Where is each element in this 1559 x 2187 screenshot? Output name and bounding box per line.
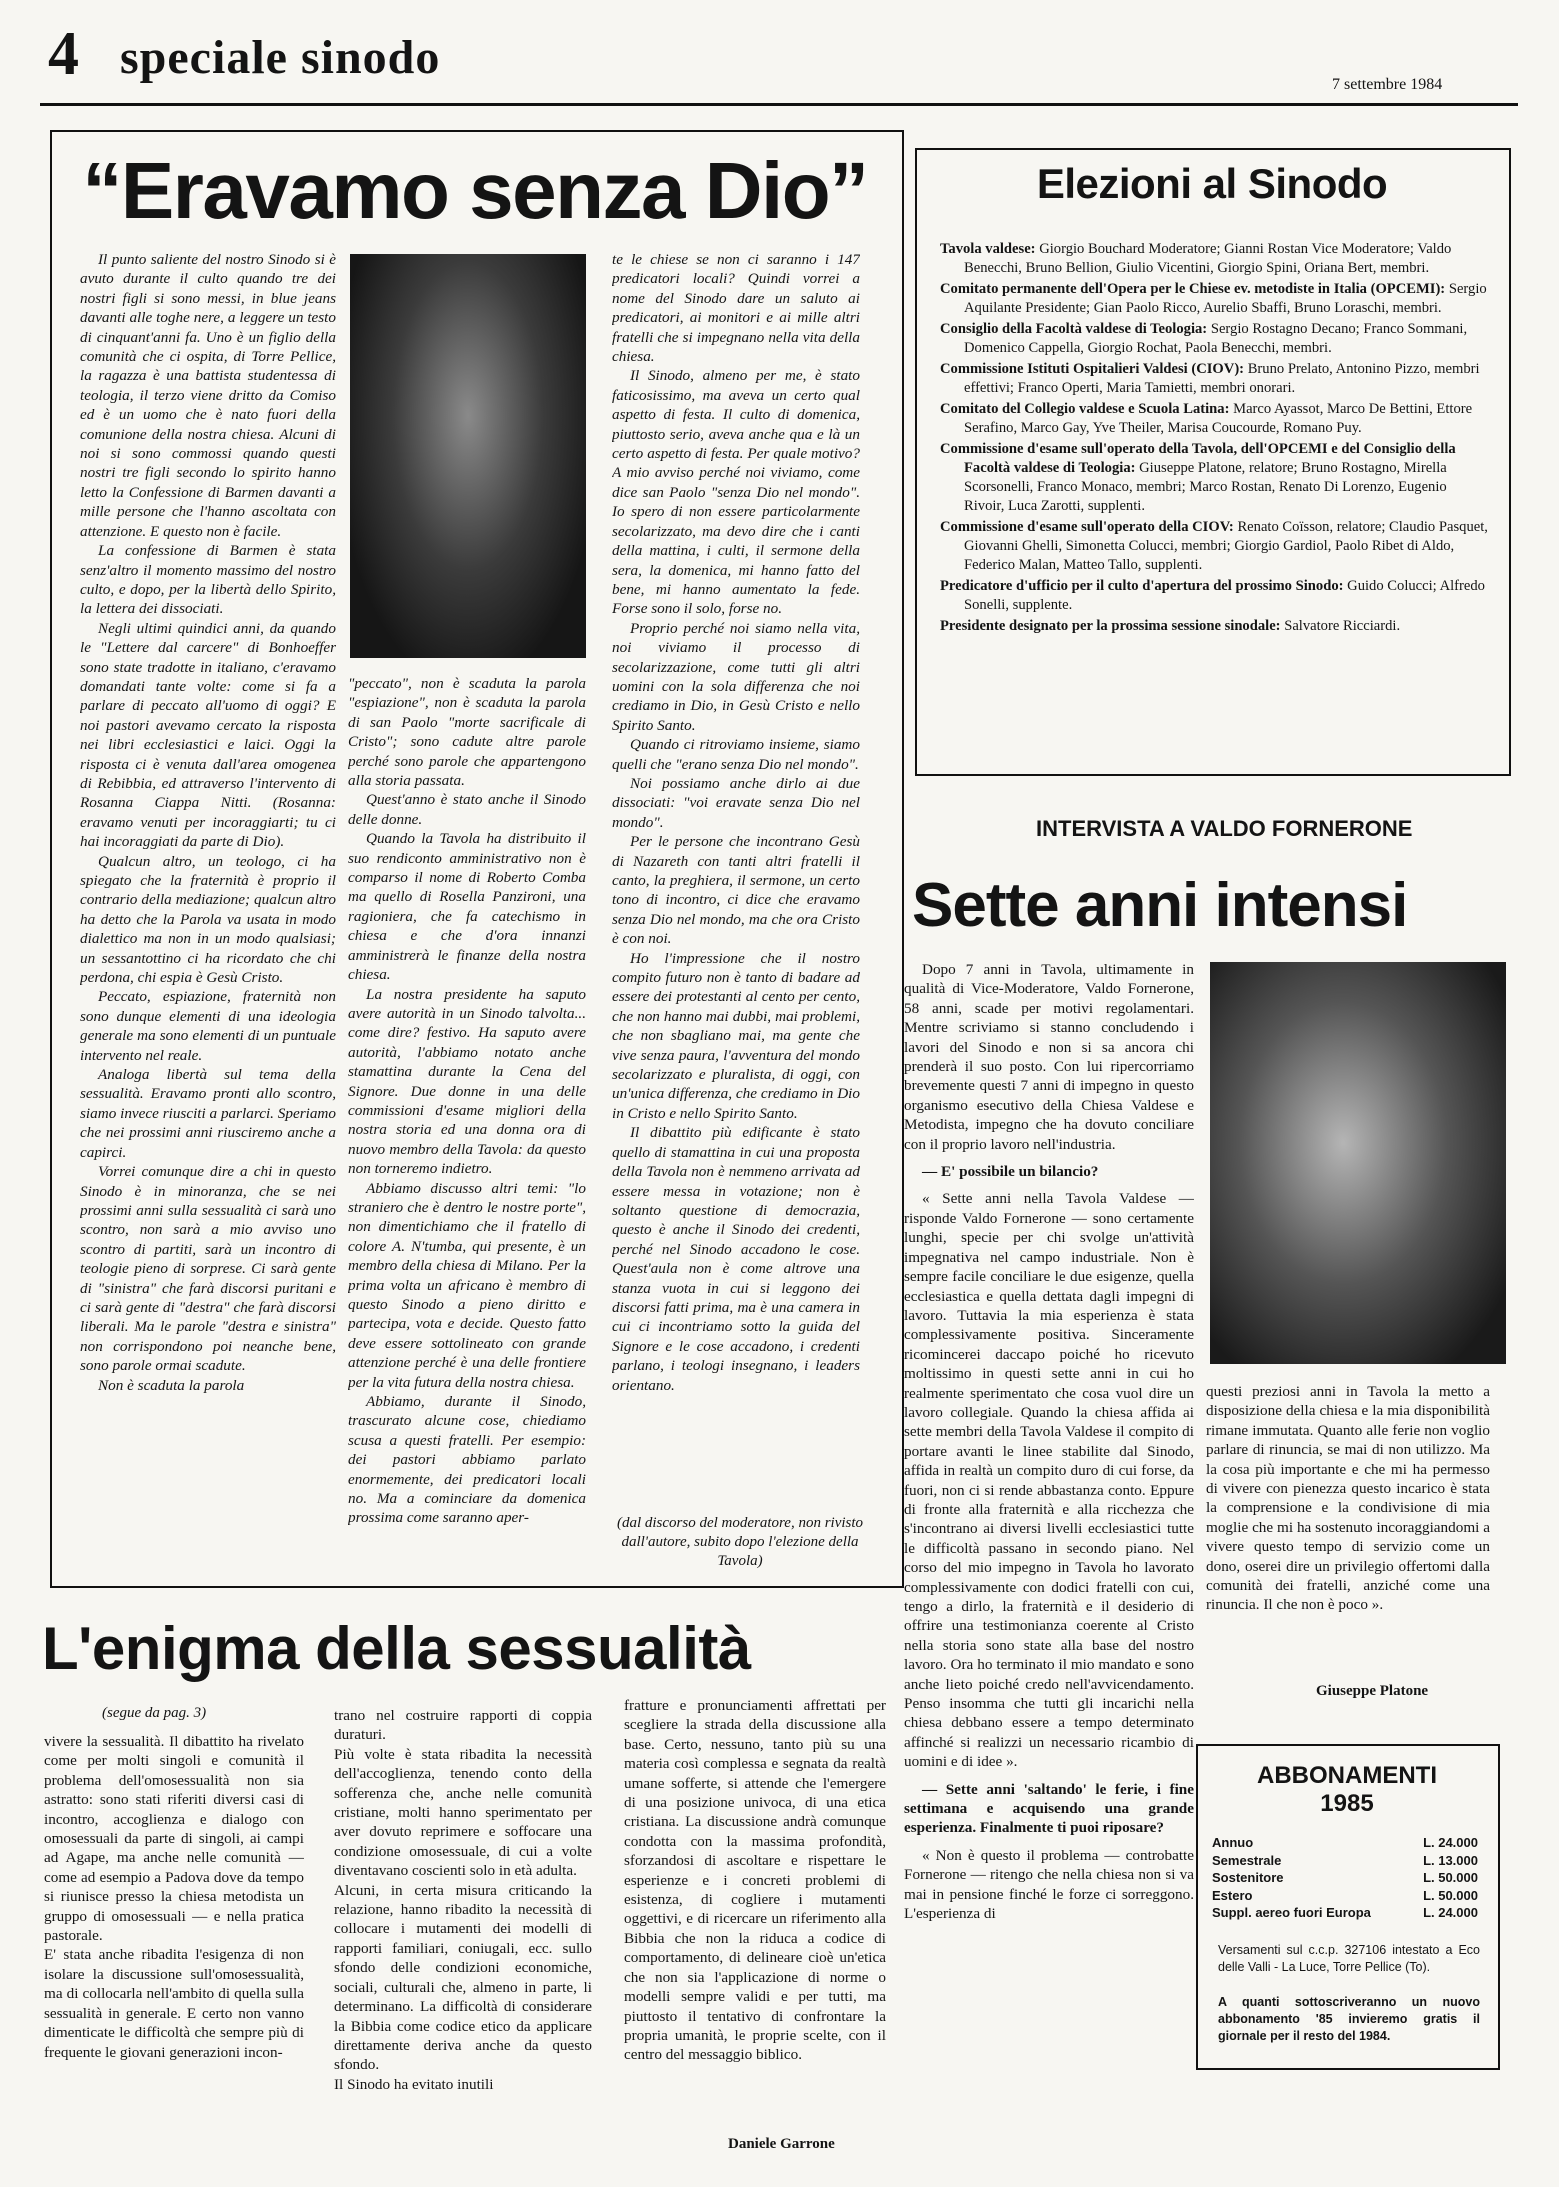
article3-col-1: vivere la sessualità. Il dibattito ha rivelato come per molti singoli e comunità il problema dell'omosessualità non sia astratto: sono stati riferiti diversi casi di incontro, accoglienza e dialogo con omosessuali da parte di singoli, ai campi ad Agape, ma anche nelle comunità — come ad esempio a Padova dove da tempo si riunisce presso la chiesa metodista un gruppo di omosessuali — e nella pratica pastorale. E' stata anche ribadita l'esigenza di non isolare la discussione sull'omosessualità, ma di collocarla nell'ambito di quella sulla sessualità in generale. E certo non vanno dimenticate le difficoltà che sempre più di frequente le giovani generazioni incon- [44, 1733, 304, 2061]
election-item: Comitato del Collegio valdese e Scuola Latina: Marco Ayassot, Marco De Bettini, Ettore Serafino, Marco Gay, Yve Theiler, Marisa Coucourde, Romano Puy. [940, 401, 1473, 436]
article-col-2: "peccato", non è scaduta la parola "espiazione", non è scaduta la parola di san Paolo "morte sacrificale di Cristo"; sono cadute altre parole perché sono parole che appartengono alla storia passata. Quest'anno è stato anche il Sinodo delle donne. Quando la Tavola ha distribuito il suo rendiconto amministrativo non è comparso il nome di Roberto Comba ma quello di Rosella Panzironi, una ragioniera, che fa catechismo in chiesa e che d'ora innanzi amministrerà le finanze della nostra chiesa. La nostra presidente ha saputo avere autorità in un Sinodo talvolta... come dire? festivo. Ha saputo avere autorità, l'abbiamo notato anche stamattina durante la Cena del Signore. Due donne in una delle commissioni d'esame migliori della nostra storia ed una donna ora di nuovo membro della Tavola: da questo non torneremo indietro. Abbiamo discusso altri temi: "lo straniero che è dentro le nostre porte", non dimentichiamo che il fratello di colore A. N'tumba, qui presente, è un membro della chiesa di Milano. Per la prima volta un africano è membro di questo Sinodo a pieno diritto e partecipa, vota e decide. Questo fatto deve essere sottolineato con grande attenzione perché è una delle frontiere per la vita futura della nostra chiesa. Abbiamo, durante il Sinodo, trascurato alcune cose, chiediamo scusa a questi fratelli. Per esempio: dei pastori abbiamo parlato enormemente, dei predicatori locali no. Ma a cominciare da domenica prossima come saranno aper- [348, 675, 586, 1527]
interview-kicker: INTERVISTA A VALDO FORNERONE [1036, 816, 1413, 841]
price-row: Sostenitore L. 50.000 [1212, 1870, 1478, 1885]
moderator-photo [350, 254, 586, 658]
price-row: Semestrale L. 13.000 [1212, 1852, 1478, 1868]
election-item: Consiglio della Facoltà valdese di Teologia: Sergio Rostagno Decano; Franco Sommani, Domenico Cappella, Giorgio Rochat, Paola Benecchi, membri. [940, 321, 1468, 356]
subscriptions-year: 1985 [1320, 1790, 1374, 1817]
article3-headline: L'enigma della sessualità [42, 1615, 751, 1682]
source-note: (dal discorso del moderatore, non rivisto dall'autore, subito dopo l'elezione della Tavola) [616, 1515, 864, 1569]
header-rule [40, 103, 1518, 106]
article3-col-3: fratture e pronunciamenti affrettati per scegliere la strada della discussione alla base. Certo, nessuno, tanto più su una materia così complessa e segnata da realtà umane sofferte, si attende che l'emergere di una posizione univoca, di una etica cristiana. La discussione andrà comunque condotta con la massima profondità, sforzandosi di ascoltare e rispettare le esperienze e i concreti problemi di esistenza, di cogliere i mutamenti oggettivi, e di ricercare un riferimento alla Bibbia che non la riduca a codice di comportamento, di delineare cioè un'etica che non sia l'applicazione di norme o modelli sempre validi e per tutti, ma piuttosto il tentativo di confrontare la propria umanità, le proprie scelte, con il centro del messaggio biblico. [624, 1697, 886, 2064]
article3-byline: Daniele Garrone [728, 2136, 835, 2152]
article-col-3: te le chiese se non ci saranno i 147 predicatori locali? Quindi vorrei a nome del Sinodo dare un saluto ai predicatori, ai monitori e ai mille altri fratelli che si impegnano nella vita della chiesa. Il Sinodo, almeno per me, è stato faticosissimo, ma aveva un certo qual aspetto di festa. Il culto di domenica, piuttosto serio, aveva anche qua e là un certo aspetto di festa. Per quale motivo? A mio avviso perché noi viviamo, come dice san Paolo "senza Dio nel mondo". Io spero di non essere particolarmente secolarizzato, ma devo dire che i canti della mattina, i culti, il sermone della sera, la domenica, mi hanno fatto del bene, mi hanno aumentato la fede. Forse sono il solo, forse no. Proprio perché noi siamo nella vita, noi viviamo il processo di secolarizzazione, come tutti gli altri uomini con la sola differenza che noi crediamo in Dio, in Gesù Cristo e nello Spirito Santo. Quando ci ritroviamo insieme, siamo quelli che "erano senza Dio nel mondo". Noi possiamo anche dirlo ai due dissociati: "voi eravate senza Dio nel mondo". Per le persone che incontrano Gesù di Nazareth con tanti altri fratelli il canto, la preghiera, il sermone, un certo tono di incontro, ci dice che eravamo senza Dio nel mondo, ma che ora Cristo è con noi. Ho l'impressione che il nostro compito futuro non è tanto di badare ad essere dei protestanti al cento per cento, che non hanno mai dubbi, mai problemi, che non sbagliano mai, ma gente che vive senza paura, l'avventura del mondo secolarizzato e pluralista, di oggi, con un'unica differenza, che crediamo in Dio in Cristo e nello Spirito Santo. Il dibattito più edificante è stato quello di stamattina in cui una proposta della Tavola non è nemmeno arrivata ad essere messa in votazione; non è soltanto questione di democrazia, questo è anche il Sinodo dei credenti, perché nel Sinodo accadono le cose. Quest'aula non è come altrove una stanza vuota in cui si leggono dei discorsi fatti prima, ma è una camera in cui ci incontriamo sotto la guida del Signore e le cose accadono, i credenti parlano, i teologi insegnano, i leaders orientano. [612, 251, 860, 1394]
page-number: 4 [48, 20, 79, 88]
article-headline: “Eravamo senza Dio” [82, 146, 868, 235]
elections-title: Elezioni al Sinodo [1036, 160, 1388, 207]
subscriptions-prices [1212, 1834, 1478, 1922]
article-col-1: Il punto saliente del nostro Sinodo si è avuto durante il culto quando tre dei nostri figli si sono messi, in blue jeans davanti alle toghe nere, a leggere un testo di cinquant'anni fa. Uno è un figlio della comunità che ci ospita, di Torre Pellice, la ragazza è una battista studentessa di teologia, il terzo viene dritto da Comiso ed è un uomo che è nato fuori della comunione della nostra chiesa. Alcuni di noi si sono commossi quando questi nostri tre figli secondo lo spirito hanno letto la Confessione di Barmen davanti a mille persone che l'hanno ascoltata con attenzione. E questo non è facile. La confessione di Barmen è stata senz'altro il momento massimo del nostro culto, e dopo, per la libertà dello Spirito, la lettera dei dissociati. Negli ultimi quindici anni, da quando le "Lettere dal carcere" di Bonhoeffer sono state tradotte in italiano, c'eravamo domandati tante volte: come si fa a parlare di peccato all'uomo di oggi? E noi pastori avevamo cercato la risposta nei libri ecclesiastici e laici. Oggi la risposta ci è venuta dall'area omogenea di Rebibbia, ed attraverso l'intervento di Rosanna Ciappa Nitti. (Rosanna: eravamo venuti per incoraggiarti; tu ci hai incoraggiati da parte di Dio). Qualcun altro, un teologo, ci ha spiegato che la fraternità è proprio il contrario della mediazione; qualcun altro ha detto che la Parola va usata in modo dialettico ma non in un modo qualsiasi; un sessantottino ci ha ricordato che chi perdona, chi espia è Gesù Cristo. Peccato, espiazione, fraternità non sono dunque elementi di una ideologia generale ma sono elementi di un puntuale intervento nel reale. Analoga libertà sul tema della sessualità. Eravamo pronti allo scontro, siamo invece riusciti a parlarci. Speriamo che nei prossimi anni riusciremo anche a capirci. Vorrei comunque dire a chi in questo Sinodo è in minoranza, che se nei prossimi anni sulla sessualità ci sarà uno scontro, non sarà a mio avviso uno scontro di partiti, sarà un incontro di teologie pieno di sorprese. Ci sarà gente di "sinistra" che farà discorsi puritani e ci sarà gente di "destra" che farà discorsi liberali. Ma le parole "destra e sinistra" non corrispondono poi neanche bene, sono parole ormai scadute. Non è scaduta la parola [80, 251, 336, 1394]
issue-date: 7 settembre 1984 [1332, 76, 1443, 93]
election-item: Presidente designato per la prossima sessione sinodale: Salvatore Ricciardi. [940, 618, 1401, 634]
election-item: Tavola valdese: Giorgio Bouchard Moderatore; Gianni Rostan Vice Moderatore; Valdo Benecchi, Bruno Bellion, Giulio Vicentini, Giorgio Spini, Oriana Bert, membri. [940, 241, 1452, 276]
election-item: Predicatore d'ufficio per il culto d'apertura del prossimo Sinodo: Guido Colucci; Alfredo Sonelli, supplente. [940, 578, 1485, 613]
article3-continued: (segue da pag. 3) [102, 1705, 207, 1721]
subscriptions-payment-note: Versamenti sul c.c.p. 327106 intestato a Eco delle Valli - La Luce, Torre Pellice (To). [1218, 1943, 1480, 1974]
interview-col-right: questi preziosi anni in Tavola la metto a disposizione della chiesa e la mia disponibilità rimane immutata. Quanto alle ferie non voglio parlare di rinuncia, se mai di non utilizzo. Ma la cosa più importante e che mi ha permesso di vivere con pienezza questo incarico è stata la comprensione e la condivisione di mia moglie che mi ha sostenuto incoraggiandomi a vivere questo tempo di servizio come un dono, oserei dire un privilegio offertomi dalla comunità dei fratelli, anziché come una rinuncia. Il che non è poco ». [1206, 1383, 1490, 1614]
subscriptions-offer-note: A quanti sottoscriveranno un nuovo abbonamento '85 invieremo gratis il giornale per il resto del 1984. [1218, 1995, 1480, 2043]
interview-col-left: Dopo 7 anni in Tavola, ultimamente in qualità di Vice-Moderatore, Valdo Fornerone, 58 anni, scade per motivi regolamentari. Mentre scriviamo si stanno concludendo i lavori del Sinodo e non si sa ancora chi prenderà il suo posto. Con lui ripercorriamo brevemente questi 7 anni di impegno in questo organismo esecutivo della Chiesa Valdese e Metodista, impegno che ha dovuto conciliare con il proprio lavoro nell'industria. — E' possibile un bilancio? « Sette anni nella Tavola Valdese — risponde Valdo Fornerone — sono certamente lunghi, specie per chi svolge un'attività impegnativa nel campo industriale. Non è sempre facile conciliare le due esigenze, quella ecclesiastica e quella dettata dagli impegni di lavoro. Tuttavia la mia esperienza è stata complessivamente positiva. Sinceramente ricomincerei daccapo poiché ho ricevuto moltissimo in questi sette anni in cui ho realmente sperimentato che cosa vuol dire un lavoro collegiale. Quando la chiesa affida ai sette membri della Tavola Valdese il compito di portare avanti le linee stabilite dal Sinodo, affida in realtà un compito duro di cui forse, da fuori, non ci si rende abbastanza conto. Eppure di fronte alla fraternità e alla ricchezza che s'incontrano ai diversi livelli ecclesiastici tutte le difficoltà passano in secondo piano. Nel corso del mio impegno in Tavola ho lavorato complessivamente con dodici fratelli con cui, tengo a dirlo, la fraternità e il desiderio di offrire una testimonianza coerente al Cristo nella storia sono state alla base del nostro lavoro. Ora ho terminato il mio mandato e sono anche lieto poiché credo nell'avvicendamento. Penso insomma che tutti gli incarichi nella chiesa debbano essere a tempo determinato affinché si realizzi un necessario ricambio di uomini e di idee ». — Sette anni 'saltando' le ferie, i fine settimana e acquisendo una grande esperienza. Finalmente ti puoi riposare? « Non è questo il problema — controbatte Fornerone — ritengo che nella chiesa non si va mai in pensione finché le forze ci sorreggono. L'esperienza di [904, 961, 1194, 1923]
election-item: Commissione d'esame sull'operato della CIOV: Renato Coïsson, relatore; Claudio Pasquet, Giovanni Ghelli, Simonetta Colucci, membri; Giorgio Gardiol, Paolo Ribet di Aldo, Federico Malan, Matteo Tallo, supplenti. [940, 519, 1488, 573]
elections-list [940, 240, 1488, 638]
section-title: speciale sinodo [120, 31, 441, 84]
price-row: Annuo L. 24.000 [1212, 1835, 1478, 1850]
price-row: Estero L. 50.000 [1212, 1887, 1478, 1903]
election-item: Commissione Istituti Ospitalieri Valdesi (CIOV): Bruno Prelato, Antonino Pizzo, membri effettivi; Franco Operti, Maria Tamietti, membri onorari. [940, 361, 1480, 396]
article3-col-2: trano nel costruire rapporti di coppia duraturi. Più volte è stata ribadita la necessità dell'accoglienza, tenendo conto della sofferenza che, anche nelle comunità cristiane, molti hanno sperimentato per aver dovuto reprimere e soffocare una condizione omosessuale, di cui a volte diventavano coscienti solo in età adulta. Alcuni, in certa misura criticando la relazione, hanno ribadito la necessità di collocare i mutamenti dei modelli di rapporti familiari, coniugali, ecc. sullo sfondo delle condizioni economiche, sociali, culturali che, almeno in parte, li determinano. La difficoltà di considerare la Bibbia come codice etico da applicare direttamente deriva anche da questo sfondo. Il Sinodo ha evitato inutili [334, 1707, 592, 2093]
interview-headline: Sette anni intensi [912, 871, 1408, 940]
election-item: Commissione d'esame sull'operato della Tavola, dell'OPCEMI e del Consiglio della Facoltà valdese di Teologia: Giuseppe Platone, relatore; Bruno Rostagno, Mirella Scorsonelli, Franco Monaco, membri; Marco Rostan, Renato Di Lorenzo, Eugenio Rivoir, Luca Zarotti, supplenti. [940, 441, 1456, 514]
fornerone-photo [1210, 962, 1506, 1364]
interview-byline: Giuseppe Platone [1316, 1683, 1429, 1699]
price-row: Suppl. aereo fuori Europa L. 24.000 [1212, 1905, 1478, 1920]
subscriptions-title: ABBONAMENTI [1257, 1762, 1437, 1789]
election-item: Comitato permanente dell'Opera per le Chiese ev. metodiste in Italia (OPCEMI): Sergio Aquilante Presidente; Gian Paolo Ricco, Aurelio Sbaffi, Bruno Loraschi, membri. [940, 281, 1487, 316]
